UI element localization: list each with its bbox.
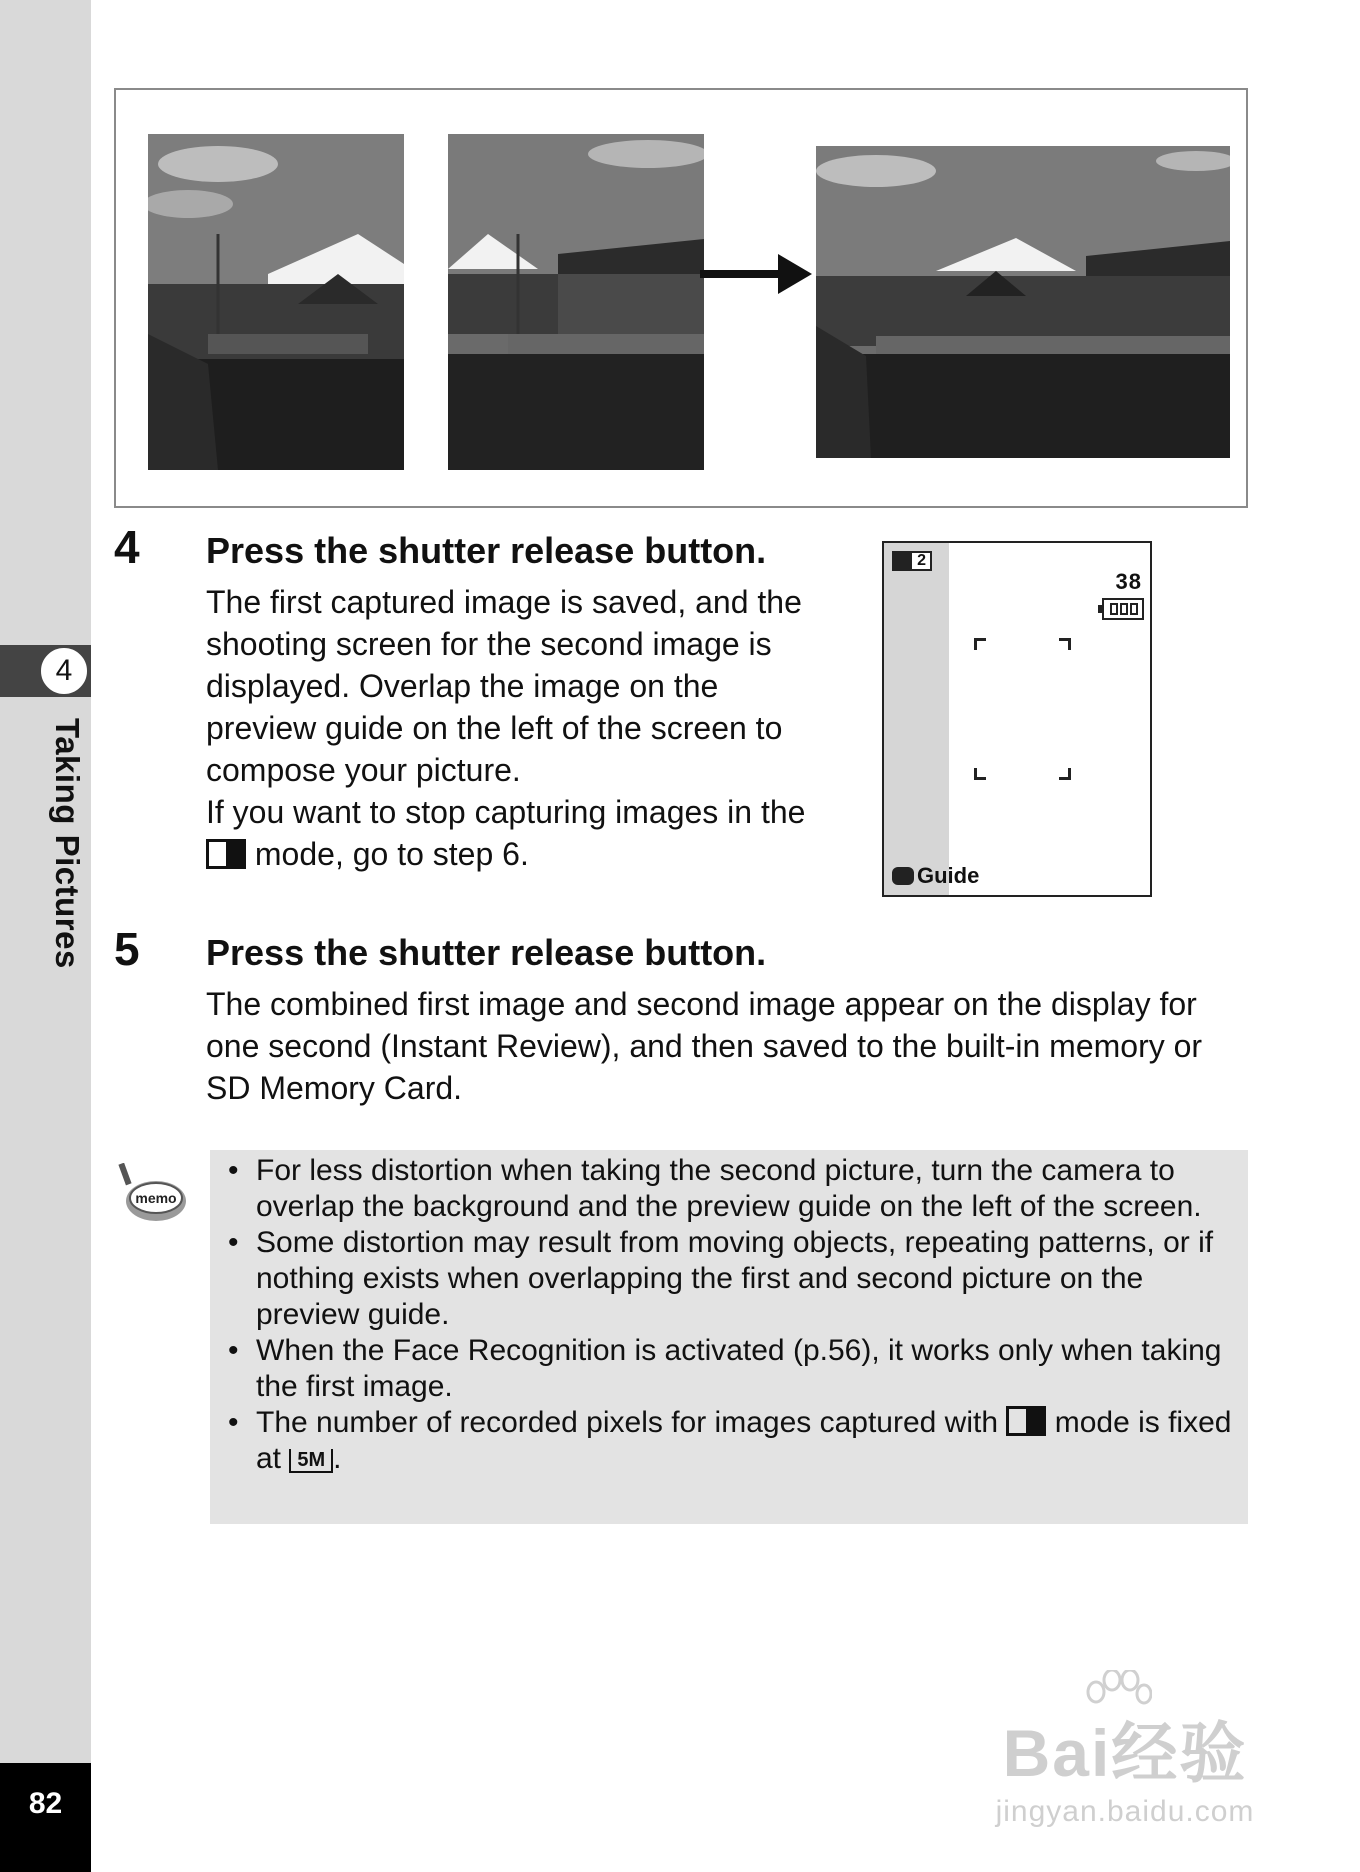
battery-icon: [1102, 598, 1144, 620]
step-4-line: The first captured image is saved, and the: [206, 584, 802, 620]
memo-box: [210, 1150, 1248, 1524]
memo-icon: [116, 1163, 188, 1223]
chapter-number: 4: [38, 645, 90, 697]
step-4-mode-text: mode, go to step 6.: [246, 836, 529, 872]
watermark-url: jingyan.baidu.com: [995, 1795, 1255, 1828]
watermark-main: Bai经验: [1002, 1716, 1248, 1790]
step-4-line: If you want to stop capturing images in the: [206, 794, 806, 830]
focus-frame-bottom-left-icon: [974, 768, 986, 780]
watermark: [960, 1700, 1290, 1829]
step-4-line: [206, 833, 856, 875]
step-5-line: one second (Instant Review), and then saved to the built-in memory or: [206, 1028, 1203, 1064]
panorama-mode-icon: [206, 839, 246, 869]
photo-second-image: [448, 134, 704, 470]
focus-frame-top-left-icon: [974, 638, 986, 650]
memo-icon-text: memo: [135, 1190, 177, 1206]
step-4-body: [206, 581, 856, 875]
step-5-title: Press the shutter release button.: [206, 932, 767, 973]
memo-item: • For less distortion when taking the second picture, turn the camera to overlap the background and the preview guide on the left of the screen.: [228, 1153, 1232, 1225]
guide-label: Guide: [892, 863, 979, 889]
frame-indicator-icon: 2: [892, 551, 932, 571]
step-4-number: 4: [114, 521, 140, 573]
step-4-title: Press the shutter release button.: [206, 530, 767, 571]
step-5-line: The combined first image and second image appear on the display for: [206, 986, 1197, 1022]
panorama-mode-icon: [1006, 1406, 1046, 1436]
preview-guide-strip: [884, 543, 949, 895]
step-4-line: compose your picture.: [206, 752, 521, 788]
memo-item-4-text: mode is fixed at: [256, 1406, 1232, 1475]
step-4-line: shooting screen for the second image is: [206, 626, 772, 662]
chapter-title: Taking Pictures: [49, 718, 86, 969]
focus-frame-top-right-icon: [1059, 638, 1071, 650]
step-4-line: displayed. Overlap the image on the: [206, 668, 719, 704]
photo-first-image: [148, 134, 404, 470]
resolution-5m-icon: 5M: [289, 1449, 333, 1473]
camera-screen-preview: [882, 541, 1152, 897]
memo-item: [228, 1405, 1232, 1477]
step-5-body: [206, 983, 1256, 1109]
page-number: 82: [0, 1763, 91, 1872]
arrow-right-icon: [700, 252, 812, 298]
memo-item-4-text: The number of recorded pixels for images captured with: [256, 1406, 1007, 1439]
memo-item: • When the Face Recognition is activated (p.56), it works only when taking the first image.: [228, 1333, 1232, 1405]
memo-item: • Some distortion may result from moving objects, repeating patterns, or if nothing exists when overlapping the first and second picture on the preview guide.: [228, 1225, 1232, 1333]
photo-combined-image: [816, 146, 1230, 458]
memo-item-4-end: .: [333, 1442, 342, 1475]
shots-remaining: 38: [1115, 569, 1142, 594]
step-5-number: 5: [114, 923, 140, 975]
step-4-line: preview guide on the left of the screen to: [206, 710, 783, 746]
step-5-line: SD Memory Card.: [206, 1070, 463, 1106]
panorama-figure: [114, 88, 1248, 508]
focus-frame-bottom-right-icon: [1059, 768, 1071, 780]
